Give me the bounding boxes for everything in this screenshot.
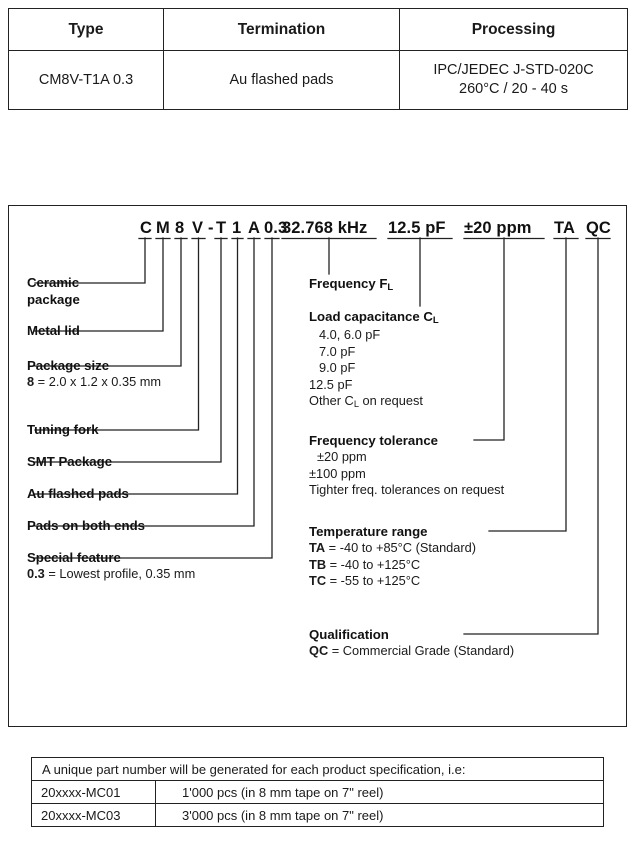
table-header-row [9,9,628,51]
callout-frequency [309,275,393,294]
cell-part-number: 20xxxx-MC01 [32,781,156,804]
cell-quantity: 1'000 pcs (in 8 mm tape on 7" reel) [156,781,604,804]
subscript-l: L [353,399,359,410]
code-chunk-metal-lid: M [156,219,170,237]
callout-detail [27,566,195,583]
code-chunk-package-size: 8 [175,219,185,237]
table-note: A unique part number will be generated for each product specification, i.e: [32,758,604,781]
option-code: TC [309,573,327,588]
option-text: = Commercial Grade (Standard) [328,643,515,658]
callout-title-line-1: Ceramic [27,275,80,290]
subscript-l: L [432,315,439,327]
detail-text: = Lowest profile, 0.35 mm [44,566,196,581]
table-row [32,781,604,804]
other-post: on request [358,393,423,408]
detail-code: 8 [27,374,35,389]
cell-termination: Au flashed pads [164,51,400,110]
callout-title: Metal lid [27,323,80,338]
option-temp-range-2 [309,557,476,574]
option-temp-range-1 [309,540,476,557]
callout-title: Frequency tolerance [309,433,438,448]
callout-title: Qualification [309,627,389,642]
callout-title: Au flashed pads [27,486,129,501]
option-text: = -55 to +125°C [326,573,421,588]
code-chunk-tuning-fork: V [192,219,204,237]
option-text: = -40 to +85°C (Standard) [325,540,477,555]
callout-title: Pads on both ends [27,518,145,533]
callout-title-text: Load capacitance C [309,309,433,324]
detail-text: = 2.0 x 1.2 x 0.35 mm [34,374,162,389]
callout-frequency-tolerance [309,432,504,499]
callout-detail [27,374,161,391]
code-chunk-frequency-tolerance: ±20 ppm [464,219,532,237]
callout-title: Special feature [27,550,121,565]
option-load-cap-3: 9.0 pF [319,360,356,375]
column-header-termination: Termination [164,9,400,51]
column-header-processing: Processing [400,9,628,51]
callout-au-flashed-pads [27,485,129,502]
option-freq-tol-1: ±20 ppm [317,449,367,464]
callout-pads-on-both-ends [27,517,145,534]
callout-title [309,275,393,294]
callout-load-capacitance [309,308,439,411]
table-note-row [32,758,604,781]
column-header-type: Type [9,9,164,51]
option-text: = -40 to +125°C [326,556,421,572]
cell-type: CM8V-T1A 0.3 [9,51,164,110]
callout-package-size [27,357,161,391]
callout-title: Tuning fork [27,422,99,437]
callout-title [309,308,439,327]
code-chunk-qualification: QC [586,219,611,237]
option-load-cap-other [309,393,439,411]
callout-title: Temperature range [309,524,428,539]
table-row [32,804,604,827]
option-load-cap-2: 7.0 pF [319,343,356,359]
code-chunk-load-capacitance: 12.5 pF [388,219,446,237]
part-number-example-table [31,757,604,827]
callout-title-line-2: package [27,292,80,307]
cell-quantity: 3'000 pcs (in 8 mm tape on 7" reel) [156,804,604,827]
code-chunk-temperature-range: TA [554,219,575,237]
table-row [9,51,628,110]
callout-special-feature [27,549,195,583]
option-code: TA [309,540,326,555]
processing-line-2: 260°C / 20 - 40 s [459,81,568,97]
callout-title-text: Frequency F [309,276,388,291]
code-chunk-au-flashed-pads: 1 [232,219,242,237]
option-temp-range-3 [309,573,476,590]
callout-smt-package [27,453,112,470]
code-chunk-smt-package: T [216,219,227,237]
option-qualification-1 [309,643,514,660]
option-code: QC [309,643,329,658]
option-load-cap-1: 4.0, 6.0 pF [319,327,381,342]
code-chunk-ceramic-package: C [140,219,153,237]
part-number-designation-diagram [8,205,627,727]
option-freq-tol-2: ±100 ppm [309,465,366,481]
callout-tuning-fork [27,421,99,438]
option-freq-tol-3: Tighter freq. tolerances on request [309,482,505,497]
callout-ceramic-package [27,274,80,308]
code-chunk-frequency: 32.768 kHz [282,219,368,237]
detail-code: 0.3 [27,566,45,581]
option-code: TB [309,556,327,572]
callout-qualification [309,626,514,660]
option-load-cap-4: 12.5 pF [309,376,353,392]
callout-temperature-range [309,523,476,590]
callout-metal-lid [27,322,80,339]
cell-part-number: 20xxxx-MC03 [32,804,156,827]
code-chunk-separator: - [208,219,214,237]
code-chunk-special-feature: 0.3 [264,219,288,237]
part-number-code-row [9,219,627,243]
other-pre: Other C [309,393,354,408]
code-chunk-pads-both-ends: A [248,219,261,237]
callout-title: SMT Package [27,454,113,469]
cell-processing [400,51,628,110]
processing-line-1: IPC/JEDEC J-STD-020C [433,62,594,79]
subscript-l: L [387,282,394,294]
callout-title: Package size [27,358,110,373]
specification-table [8,8,628,110]
